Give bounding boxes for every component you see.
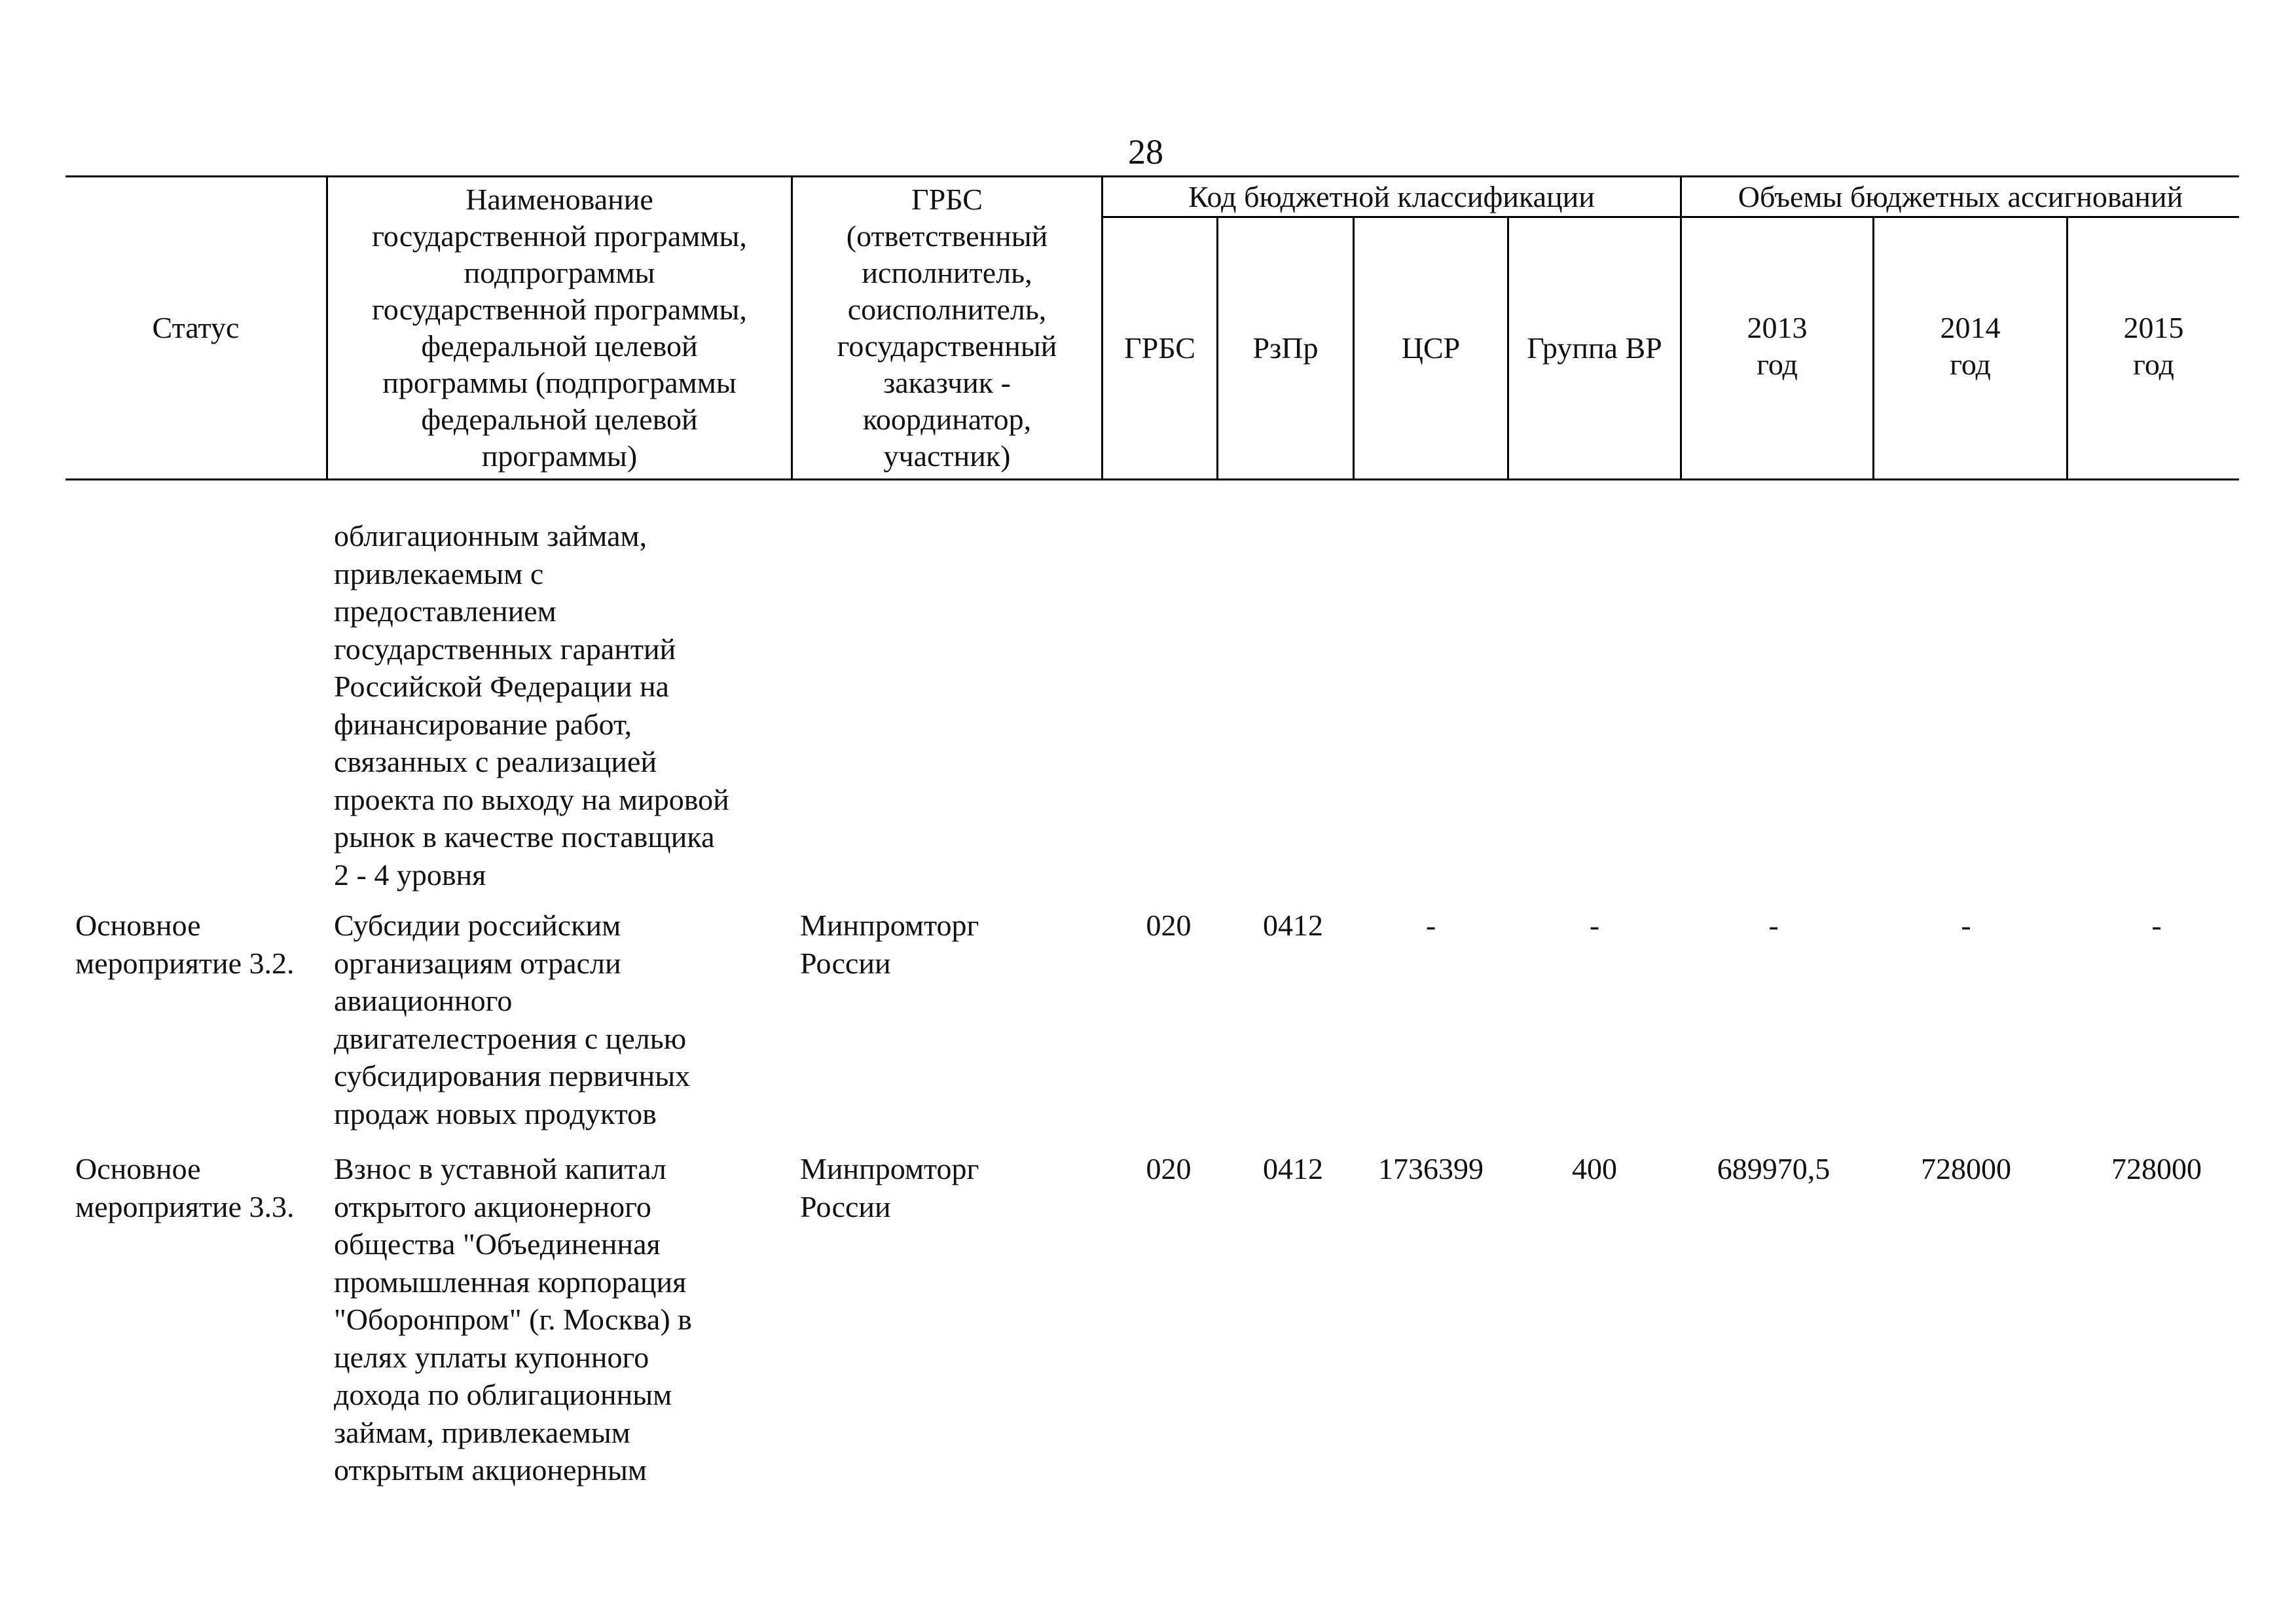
header-grbs-responsible-label: ГРБС (ответственный исполнитель, соисполнитель, государственный заказчик - координатор, участник): [837, 183, 1057, 473]
header-year-2014: [1874, 218, 2066, 478]
header-vr-group-label: Группа ВР: [1527, 331, 1662, 365]
page-number: 28: [1128, 132, 1163, 171]
row-2-grbs: 020: [1146, 909, 1192, 942]
row-3-y2014: 728000: [1921, 1152, 2011, 1185]
header-grbs-label: ГРБС: [1124, 331, 1195, 365]
header-csr-label: ЦСР: [1401, 331, 1461, 365]
row-3-status: Основное мероприятие 3.3.: [75, 1152, 295, 1223]
row-3-vr: 400: [1572, 1152, 1617, 1185]
row-2-y2014: -: [1961, 909, 1971, 942]
row-3-grbs-responsible: Минпромторг России: [800, 1152, 979, 1223]
row-3-y2015: 728000: [2111, 1152, 2202, 1185]
header-budget-code-label: Код бюджетной классификации: [1188, 179, 1595, 213]
header-status-label: Статус: [152, 311, 240, 344]
header-year-2013: [1682, 218, 1872, 478]
header-rzpr-label: РзПр: [1252, 331, 1319, 365]
row-2-vr: -: [1589, 909, 1600, 942]
header-program-name: [328, 177, 791, 478]
row-3-grbs: 020: [1146, 1152, 1192, 1185]
row-3-csr: 1736399: [1378, 1152, 1484, 1185]
row-2-status: Основное мероприятие 3.2.: [75, 909, 295, 980]
row-2-y2015: -: [2151, 909, 2162, 942]
header-year-2014-label: 2014 год: [1940, 311, 2001, 381]
header-vr-group: [1509, 218, 1680, 478]
row-2-rzpr: 0412: [1263, 909, 1323, 942]
header-year-2013-label: 2013 год: [1747, 311, 1808, 381]
row-2-y2013: -: [1768, 909, 1779, 942]
header-budget-volume-label: Объемы бюджетных ассигнований: [1738, 179, 2183, 213]
row-2-csr: -: [1425, 909, 1436, 942]
header-program-name-label: Наименование государственной программы, подпрограммы государственной программы, федеральной целевой программы (подпрограммы федеральной целевой программы): [372, 183, 747, 473]
row-3-name: Взнос в уставной капитал открытого акционерного общества "Объединенная промышленная корпорация "Оборонпром" (г. Москва) в целях уплаты купонного дохода по облигационным займам, привлекаемым открытым акционерным: [334, 1152, 692, 1487]
header-csr: [1355, 218, 1507, 478]
header-budget-volume: [1682, 177, 2239, 216]
header-year-2015-label: 2015 год: [2123, 311, 2184, 381]
header-rzpr: [1218, 218, 1353, 478]
header-status: [65, 177, 326, 478]
row-2-name: Субсидии российским организациям отрасли авиационного двигателестроения с целью субсидирования первичных продаж новых продуктов: [334, 909, 691, 1130]
row-2-grbs-responsible: Минпромторг России: [800, 909, 979, 980]
header-budget-code: [1103, 177, 1680, 216]
header-year-2015: [2068, 218, 2239, 478]
header-grbs-responsible: [793, 177, 1101, 478]
row-3-y2013: 689970,5: [1717, 1152, 1831, 1185]
header-bottom-border: [65, 478, 2239, 480]
row-1-name: облигационным займам, привлекаемым с предоставлением государственных гарантий Российской Федерации на финансирование работ, связанных с реализацией проекта по выходу на мировой рынок в качестве поставщика 2 - 4 уровня: [334, 519, 729, 892]
header-grbs: [1103, 218, 1216, 478]
row-3-rzpr: 0412: [1263, 1152, 1323, 1185]
